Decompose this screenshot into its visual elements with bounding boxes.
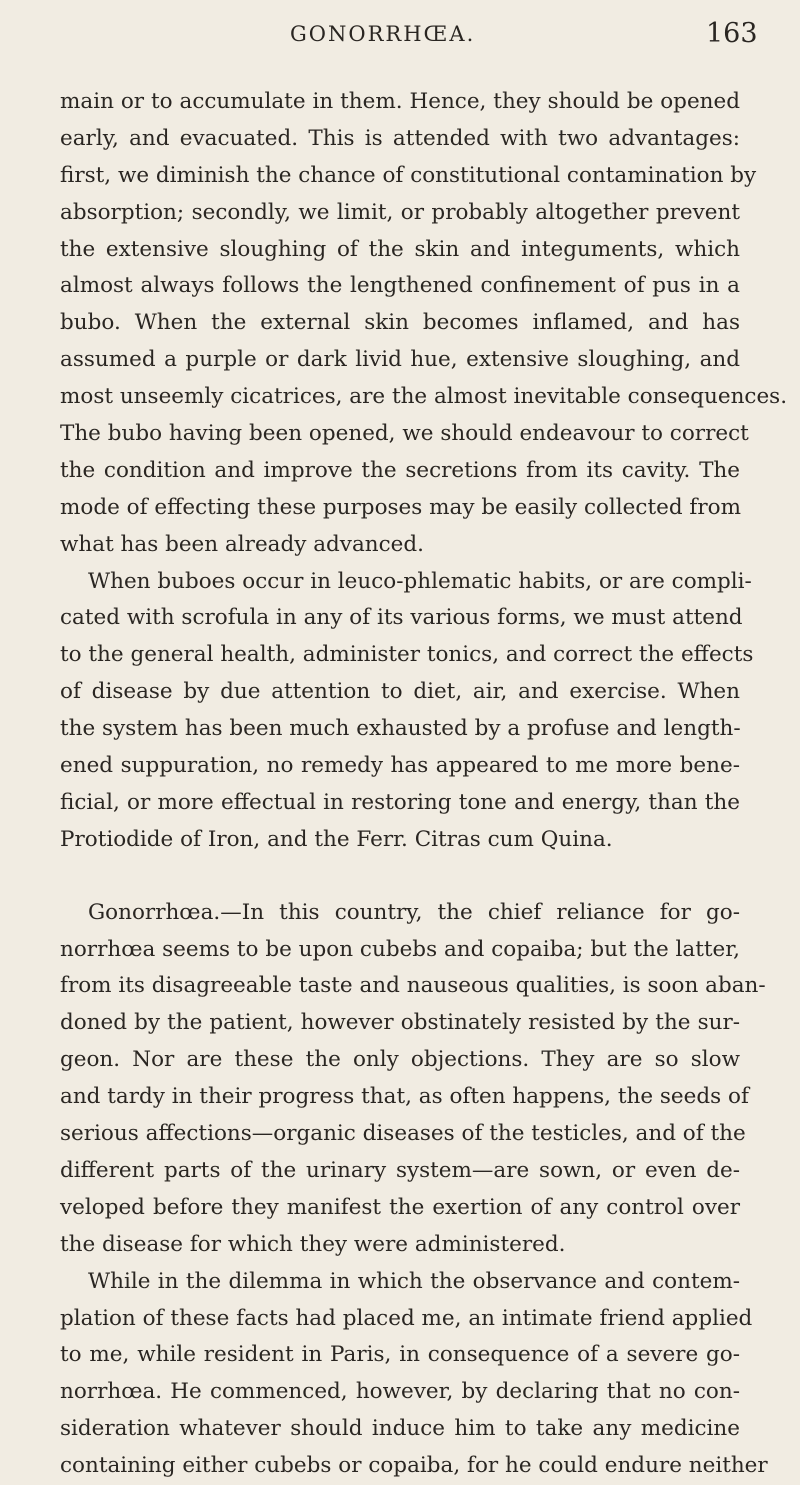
text-line: the extensive sloughing of the skin and integuments, which <box>60 236 740 262</box>
text-line: norrhœa seems to be upon cubebs and copaiba; but the latter, <box>60 936 740 962</box>
text-line: veloped before they manifest the exertion of any control over <box>60 1194 740 1220</box>
text-line: plation of these facts had placed me, an intimate friend applied <box>60 1305 753 1331</box>
text-line: to the general health, administer tonics, and correct the effects <box>60 642 754 668</box>
text-line: different parts of the urinary system—are sown, or even de- <box>60 1157 740 1183</box>
text-line: the disease for which they were administered. <box>60 1231 566 1257</box>
text-line: almost always follows the lengthened confinement of pus in a <box>60 273 740 299</box>
text-line: from its disagreeable taste and nauseous qualities, is soon aban- <box>60 973 766 999</box>
text-line: serious affections—organic diseases of the testicles, and of the <box>60 1121 746 1147</box>
text-line: Gonorrhœa.—In this country, the chief reliance for go- <box>88 899 740 925</box>
paragraph-scrofula <box>60 564 754 859</box>
text-line: doned by the patient, however obstinately resisted by the sur- <box>60 1010 740 1036</box>
text-line: cated with scrofula in any of its various forms, we must attend <box>60 605 743 631</box>
body-text <box>60 84 788 1485</box>
text-line: the condition and improve the secretions from its cavity. The <box>60 457 740 483</box>
text-line: assumed a purple or dark livid hue, extensive sloughing, and <box>60 347 740 373</box>
text-line: geon. Nor are these the only objections. They are so slow <box>60 1047 740 1073</box>
text-line: The bubo having been opened, we should endeavour to correct <box>60 421 749 447</box>
text-line: to me, while resident in Paris, in consequence of a severe go- <box>60 1342 740 1368</box>
text-line: bubo. When the external skin becomes inflamed, and has <box>60 310 740 336</box>
text-line: mode of effecting these purposes may be easily collected from <box>60 494 741 520</box>
text-line: what has been already advanced. <box>60 531 424 557</box>
text-line: and tardy in their progress that, as often happens, the seeds of <box>60 1084 749 1110</box>
text-line: early, and evacuated. This is attended with two advantages: <box>60 125 740 151</box>
text-line: of disease by due attention to diet, air, and exercise. When <box>60 679 740 705</box>
paragraph-dilemma <box>60 1264 768 1485</box>
text-line: Protiodide of Iron, and the Ferr. Citras cum Quina. <box>60 826 613 852</box>
text-line: When buboes occur in leuco-phlematic habits, or are compli- <box>88 568 752 594</box>
text-line: containing either cubebs or copaiba, for he could endure neither <box>60 1453 768 1479</box>
page-number: 163 <box>706 18 758 49</box>
text-line: main or to accumulate in them. Hence, they should be opened <box>60 89 740 114</box>
paragraph-gonorrhoea <box>60 895 766 1264</box>
text-line: ened suppuration, no remedy has appeared to me more bene- <box>60 753 740 779</box>
text-line: absorption; secondly, we limit, or probably altogether prevent <box>60 199 740 225</box>
paragraph-bubo-opening <box>60 84 788 564</box>
section-gap <box>60 859 740 895</box>
text-line: ficial, or more effectual in restoring tone and energy, than the <box>60 789 740 815</box>
text-line: most unseemly cicatrices, are the almost inevitable consequences. <box>60 384 788 410</box>
text-line: norrhœa. He commenced, however, by declaring that no con- <box>60 1379 740 1405</box>
running-head: GONORRHŒA. <box>290 22 476 46</box>
text-line: While in the dilemma in which the observance and contem- <box>88 1268 740 1294</box>
text-line: first, we diminish the chance of constitutional contamination by <box>60 162 757 188</box>
text-line: the system has been much exhausted by a profuse and length- <box>60 716 741 742</box>
text-line: sideration whatever should induce him to take any medicine <box>60 1416 740 1442</box>
page-header <box>0 16 800 56</box>
